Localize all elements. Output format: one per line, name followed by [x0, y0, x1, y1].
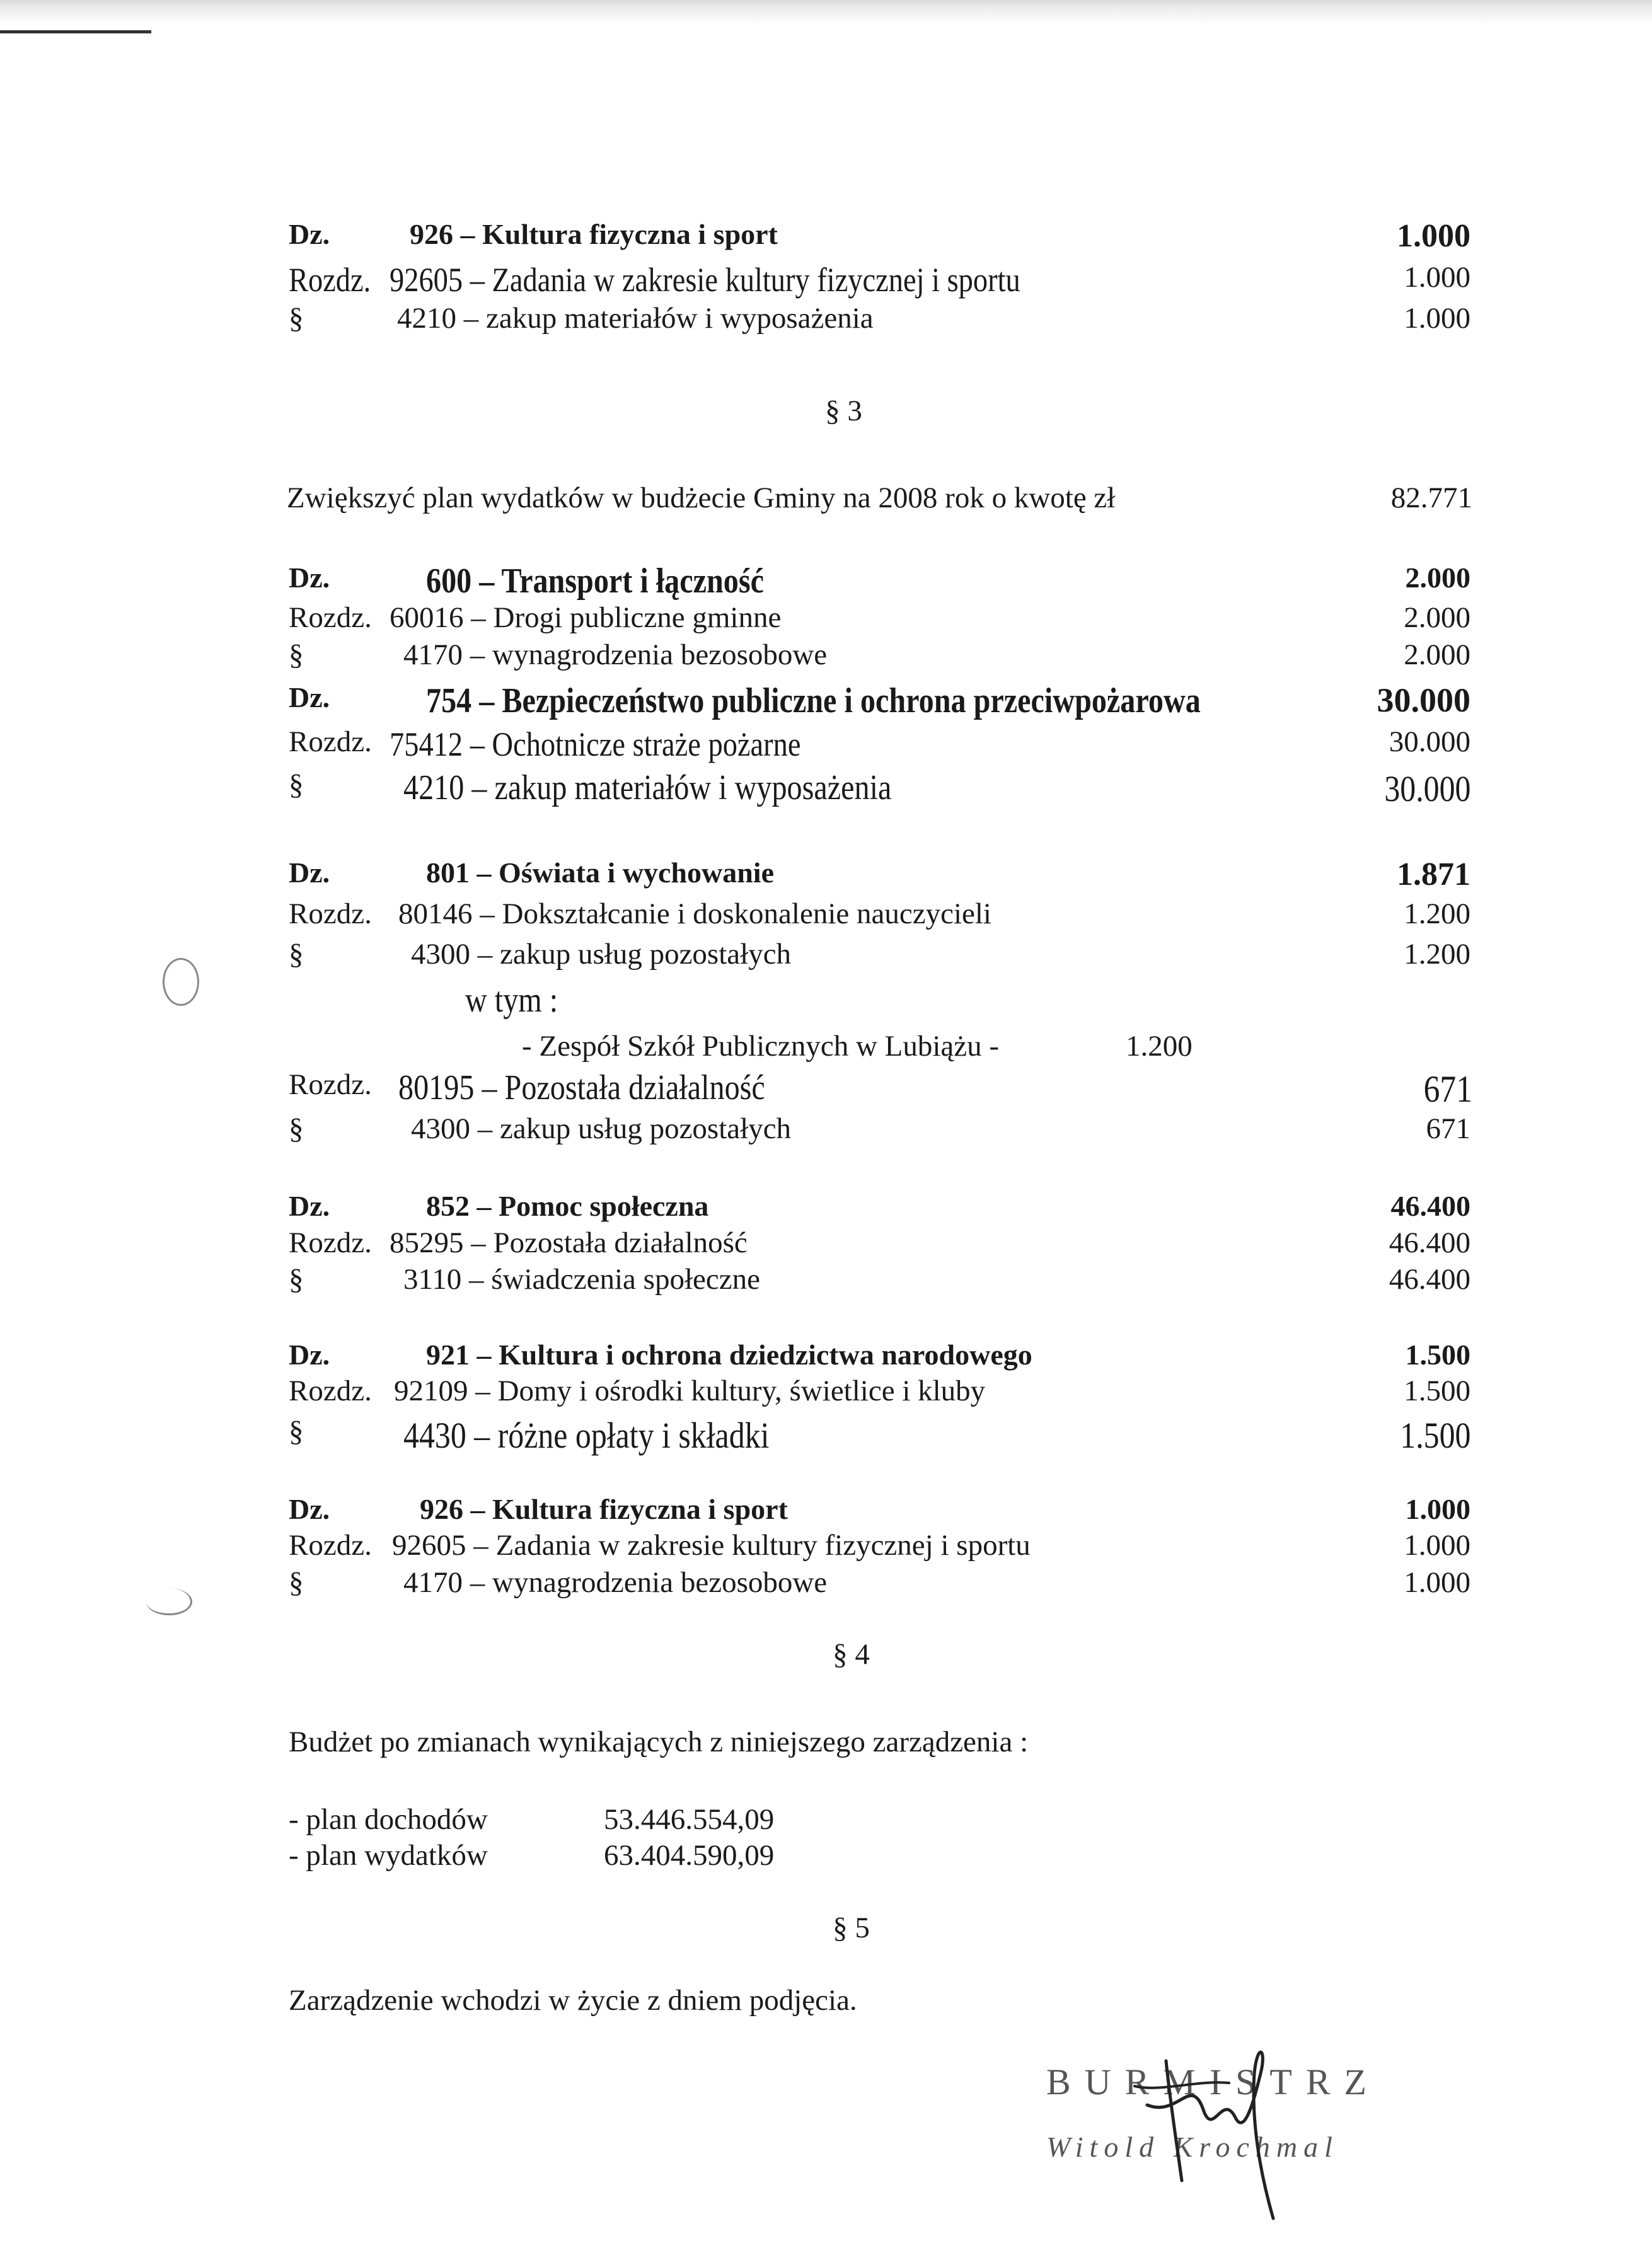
row-text: 4170 – wynagrodzenia bezosobowe — [403, 638, 828, 671]
row-prefix: Rozdz. — [289, 725, 372, 758]
wtym-item-text: - Zespół Szkół Publicznych w Lubiążu - — [522, 1030, 1000, 1063]
row-amount: 1.500 — [1399, 1415, 1470, 1456]
plan-label: - plan dochodów — [289, 1803, 488, 1836]
row-amount: 2.000 — [1404, 601, 1470, 634]
paragraph-heading: § 5 — [833, 1911, 870, 1944]
wtym-label: w tym : — [465, 981, 558, 1020]
row-prefix: Dz. — [289, 1190, 330, 1222]
row-prefix: Dz. — [289, 218, 330, 250]
row-text: 4170 – wynagrodzenia bezosobowe — [403, 1566, 828, 1599]
row-amount: 1.200 — [1404, 897, 1470, 930]
intro-text: Zwiększyć plan wydatków w budżecie Gminy na 2008 rok o kwotę zł — [287, 481, 1116, 514]
row-prefix: Rozdz. — [289, 1375, 372, 1407]
closing-text: Zarządzenie wchodzi w życie z dniem podjęcia. — [289, 1984, 857, 2017]
row-prefix: § — [289, 1566, 304, 1599]
intro-text: Budżet po zmianach wynikających z niniejszego zarządzenia : — [289, 1726, 1029, 1758]
scan-speck — [163, 958, 199, 1006]
row-amount: 46.400 — [1389, 1226, 1470, 1259]
row-amount: 1.500 — [1405, 1339, 1470, 1371]
plan-value: 53.446.554,09 — [604, 1803, 775, 1836]
row-prefix: Rozdz. — [289, 1529, 372, 1562]
row-amount: 1.871 — [1397, 856, 1470, 892]
row-text: 75412 – Ochotnicze straże pożarne — [390, 725, 801, 763]
row-prefix: Rozdz. — [289, 1226, 372, 1259]
row-text: 85295 – Pozostała działalność — [390, 1226, 748, 1259]
row-prefix: Dz. — [289, 856, 330, 889]
row-prefix: Dz. — [289, 562, 330, 594]
row-prefix: § — [289, 1263, 304, 1296]
scan-speck — [146, 1588, 192, 1615]
row-text: 60016 – Drogi publiczne gminne — [390, 601, 782, 634]
row-prefix: Rozdz. — [289, 897, 372, 930]
row-prefix: Dz. — [289, 1339, 330, 1371]
row-text: 754 – Bezpieczeństwo publiczne i ochrona przeciwpożarowa — [426, 681, 1201, 720]
row-prefix: Dz. — [289, 681, 330, 713]
plan-value: 63.404.590,09 — [604, 1839, 775, 1872]
row-prefix: Rozdz. — [289, 261, 371, 299]
row-amount: 1.200 — [1404, 938, 1470, 971]
row-amount: 2.000 — [1404, 638, 1470, 671]
row-amount: 46.400 — [1390, 1190, 1470, 1222]
row-text: 4300 – zakup usług pozostałych — [411, 1112, 792, 1145]
paragraph-heading: § 3 — [825, 395, 862, 427]
row-amount: 1.000 — [1404, 1566, 1470, 1599]
row-amount: 1.000 — [1404, 302, 1470, 335]
row-prefix: § — [289, 1112, 304, 1145]
handwritten-signature — [1034, 2036, 1387, 2225]
row-text: 80146 – Dokształcanie i doskonalenie nauczycieli — [398, 897, 991, 930]
row-amount: 1.000 — [1397, 218, 1470, 254]
row-text: 600 – Transport i łączność — [426, 562, 764, 601]
stamp-name: Witold Krochmal — [1046, 2131, 1339, 2163]
row-text: 80195 – Pozostała działalność — [398, 1068, 765, 1107]
row-prefix: Rozdz. — [289, 601, 372, 634]
row-text: 4210 – zakup materiałów i wyposażenia — [403, 768, 892, 807]
row-amount: 1.000 — [1404, 1529, 1470, 1562]
row-prefix: § — [289, 1415, 304, 1448]
row-text: 3110 – świadczenia społeczne — [403, 1263, 760, 1296]
paragraph-heading: § 4 — [833, 1638, 870, 1671]
wtym-item-amount: 1.200 — [1126, 1030, 1193, 1063]
row-prefix: Dz. — [289, 1493, 330, 1525]
row-amount: 1.000 — [1404, 261, 1470, 294]
row-amount: 671 — [1423, 1068, 1472, 1110]
stamp-title: BURMISTRZ — [1046, 2061, 1380, 2102]
scan-top-edge — [0, 0, 1652, 25]
row-prefix: § — [289, 938, 304, 971]
row-text: 92605 – Zadania w zakresie kultury fizycznej i sportu — [390, 261, 1020, 299]
intro-amount: 82.771 — [1390, 481, 1472, 514]
row-text: 92605 – Zadania w zakresie kultury fizycznej i sportu — [392, 1529, 1031, 1562]
mayor-stamp-signature — [1034, 2036, 1387, 2225]
row-text: 801 – Oświata i wychowanie — [426, 856, 774, 889]
row-amount: 1.500 — [1404, 1375, 1470, 1407]
row-prefix: § — [289, 302, 304, 335]
row-text: 4300 – zakup usług pozostałych — [411, 938, 792, 971]
row-text: 921 – Kultura i ochrona dziedzictwa narodowego — [426, 1339, 1032, 1371]
row-prefix: § — [289, 638, 304, 671]
row-text: 926 – Kultura fizyczna i sport — [410, 218, 778, 250]
row-prefix: § — [289, 768, 304, 801]
scan-artifact-line — [0, 30, 151, 33]
row-amount: 30.000 — [1383, 768, 1470, 809]
row-amount: 30.000 — [1389, 725, 1470, 758]
row-text: 4210 – zakup materiałów i wyposażenia — [397, 302, 874, 335]
row-amount: 30.000 — [1377, 681, 1470, 719]
row-text: 4430 – różne opłaty i składki — [403, 1415, 770, 1456]
row-text: 92109 – Domy i ośrodki kultury, świetlice i kluby — [394, 1375, 986, 1407]
row-amount: 1.000 — [1405, 1493, 1470, 1525]
plan-label: - plan wydatków — [289, 1839, 488, 1872]
row-amount: 2.000 — [1405, 562, 1470, 594]
row-text: 926 – Kultura fizyczna i sport — [420, 1493, 788, 1525]
row-amount: 46.400 — [1389, 1263, 1470, 1296]
row-prefix: Rozdz. — [289, 1068, 372, 1101]
row-amount: 671 — [1426, 1112, 1470, 1145]
row-text: 852 – Pomoc społeczna — [426, 1190, 709, 1222]
